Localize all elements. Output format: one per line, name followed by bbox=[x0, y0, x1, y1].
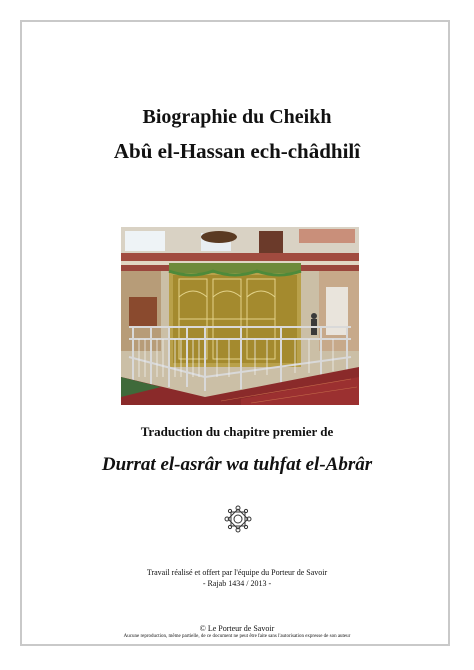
shrine-photo bbox=[121, 227, 359, 405]
title-line-1: Biographie du Cheikh bbox=[142, 106, 332, 128]
work-title: Durrat el-asrâr wa tuhfat el-Abrâr bbox=[101, 454, 373, 475]
title-line-2: Abû el-Hassan ech-châdhilî bbox=[113, 139, 361, 163]
credit-line-1: Travail réalisé et offert par l'équipe du Porteur de Savoir bbox=[146, 568, 328, 577]
copyright: © Le Porteur de Savoir bbox=[199, 624, 275, 633]
star-ornament-icon bbox=[224, 505, 252, 533]
reproduction-notice: Aucune reproduction, même partielle, de ce document ne peut être faite sans l'autorisation expresse de son auteur bbox=[123, 634, 351, 639]
subheading: Traduction du chapitre premier de bbox=[140, 424, 334, 439]
credit-line-2: - Rajab 1434 / 2013 - bbox=[202, 579, 272, 588]
